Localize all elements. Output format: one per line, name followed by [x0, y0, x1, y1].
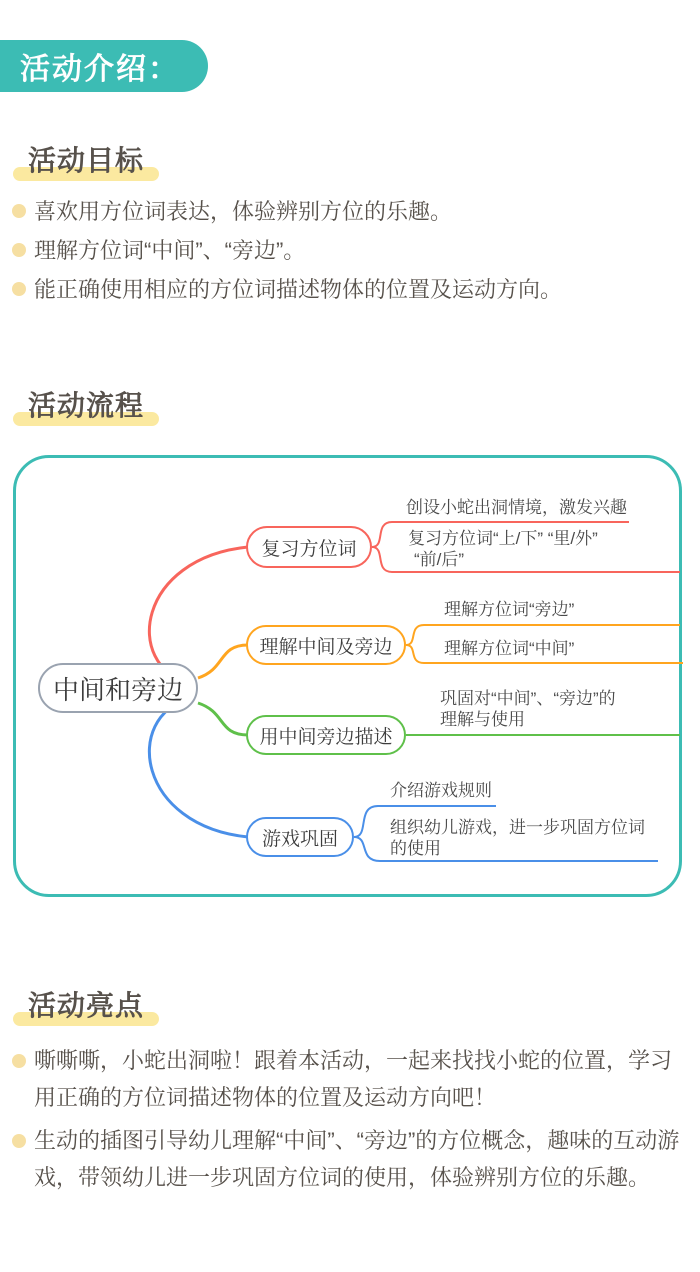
list-item-text: 喜欢用方位词表达，体验辨别方位的乐趣。: [34, 199, 453, 224]
flow-heading: [28, 384, 144, 424]
bullet-dot: [12, 1054, 26, 1068]
mindmap-child-item: [406, 497, 627, 518]
highlights-heading-title: 活动亮点: [28, 990, 145, 1021]
mindmap-child-line: 复习方位词“上/下” “里/外”: [408, 529, 598, 548]
intro-banner-label: 活动介绍：: [20, 53, 180, 86]
mindmap-child-line: 创设小蛇出洞情境，激发兴趣: [406, 498, 627, 517]
bullet-dot: [12, 204, 26, 218]
mindmap-child-line: 巩固对“中间”、“旁边”的: [440, 689, 616, 708]
highlights-heading: [28, 984, 144, 1024]
mindmap-child-item: [390, 817, 645, 859]
list-item-text: 生动的插图引导幼儿理解“中间”、“旁边”的方位概念，趣味的互动游戏，带领幼儿进一步巩固方位词的使用，体验辨别方位的乐趣。: [34, 1128, 680, 1190]
highlights-list: [12, 1042, 690, 1202]
mindmap-child-item: [408, 528, 598, 570]
list-item-text: 能正确使用相应的方位词描述物体的位置及运动方向。: [34, 277, 563, 302]
bullet-dot: [12, 282, 26, 296]
intro-banner: [0, 40, 208, 92]
mindmap-child-line: “前/后”: [414, 550, 465, 569]
mindmap-child-line: 组织幼儿游戏，进一步巩固方位词: [390, 818, 645, 837]
mindmap-child-item: [440, 688, 616, 730]
mindmap-child-line: 理解与使用: [440, 710, 525, 729]
bullet-dot: [12, 1134, 26, 1148]
mindmap-child-line: 介绍游戏规则: [390, 781, 492, 800]
list-item: [12, 1042, 690, 1116]
goals-list: [12, 192, 690, 309]
mindmap-child-line: 理解方位词“中间”: [444, 639, 575, 658]
list-item-text: 理解方位词“中间”、“旁边”。: [34, 238, 306, 263]
goals-heading: [28, 139, 144, 179]
branch-curve: [149, 698, 248, 837]
mindmap-box: [13, 455, 682, 897]
list-item: [12, 1122, 690, 1196]
mindmap-child-item: [444, 599, 574, 620]
list-item: [12, 270, 690, 309]
mindmap-child-line: 的使用: [390, 839, 441, 858]
mindmap-child-item: [390, 780, 492, 801]
branch-curve: [198, 703, 248, 735]
flow-heading-title: 活动流程: [28, 390, 145, 421]
mindmap-child-item: [444, 638, 574, 659]
list-item: [12, 192, 690, 231]
mindmap-node-describe: 用中间旁边描述: [246, 715, 406, 755]
mindmap-child-line: 理解方位词“旁边”: [444, 600, 575, 619]
mindmap-root-node: 中间和旁边: [38, 663, 198, 713]
goals-heading-title: 活动目标: [28, 145, 145, 176]
branch-curve: [198, 645, 248, 678]
list-item: [12, 231, 690, 270]
bullet-dot: [12, 243, 26, 257]
mindmap-node-game: 游戏巩固: [246, 817, 354, 857]
mindmap-node-understand: 理解中间及旁边: [246, 625, 406, 665]
mindmap-node-review-words: 复习方位词: [246, 526, 372, 568]
list-item-text: 嘶嘶嘶，小蛇出洞啦！跟着本活动，一起来找找小蛇的位置，学习用正确的方位词描述物体的位置及运动方向吧！: [34, 1048, 673, 1110]
